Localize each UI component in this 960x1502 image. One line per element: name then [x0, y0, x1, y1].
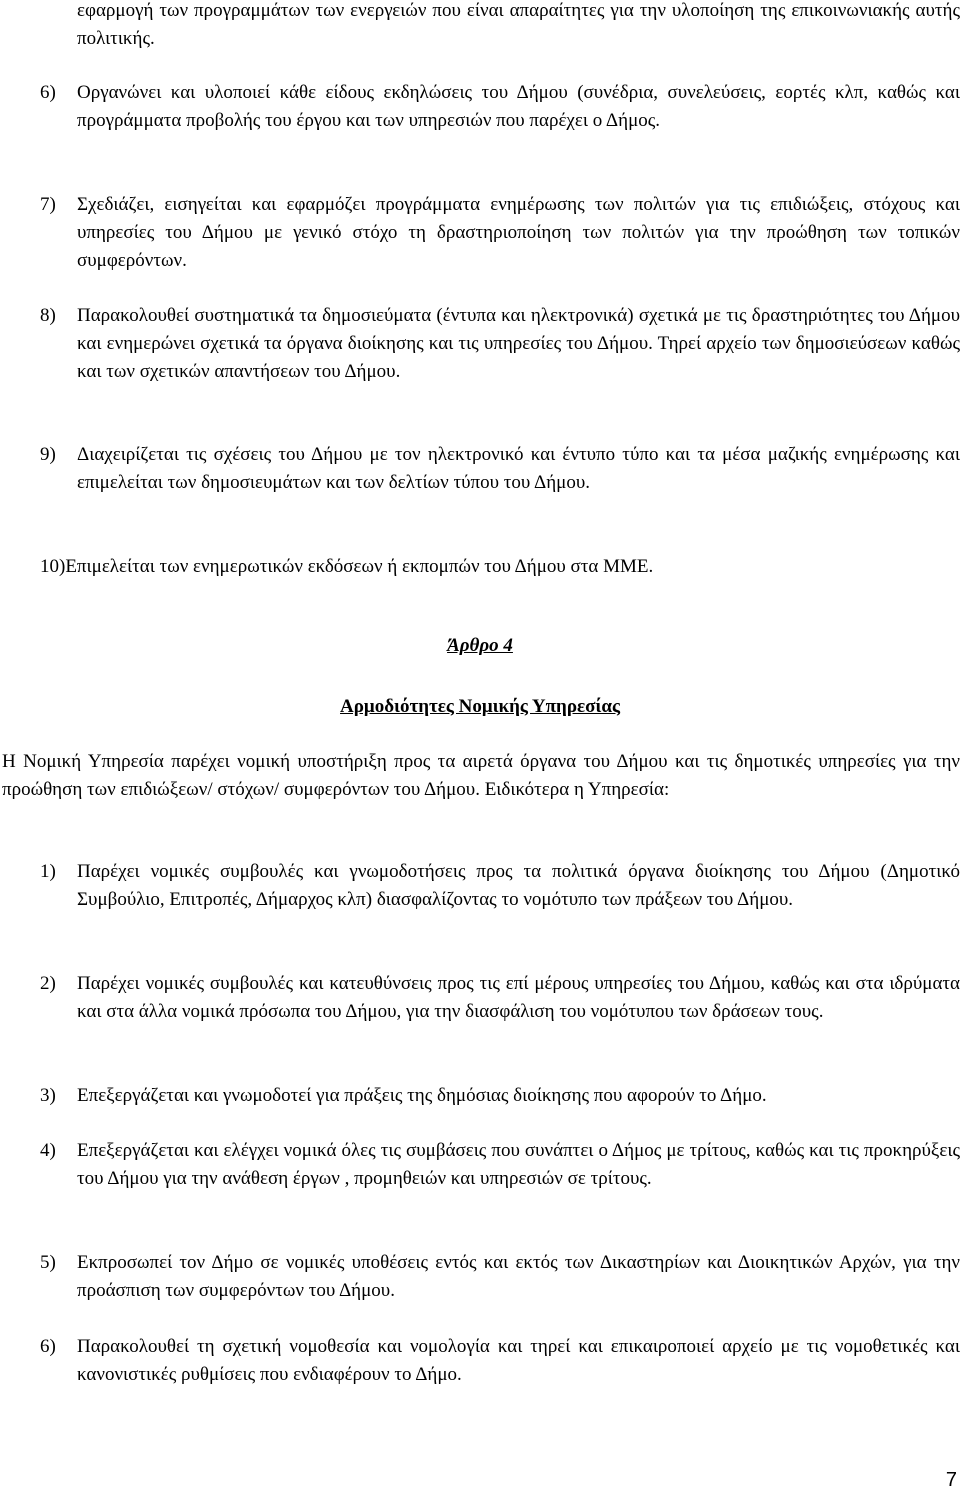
- item-text: Επεξεργάζεται και γνωμοδοτεί για πράξεις της δημόσιας διοίκησης που αφορούν το Δήμο.: [77, 1085, 767, 1106]
- item-text: Εκπροσωπεί τον Δήμο σε νομικές υποθέσεις εντός και εκτός των Δικαστηρίων και Διοικητικών Αρχών, για την προάσπιση των συμφερόντων του Δήμου.: [77, 1252, 960, 1301]
- item-number: 6): [40, 82, 56, 103]
- item-number: 10): [40, 556, 66, 577]
- item-text: Οργανώνει και υλοποιεί κάθε είδους εκδηλώσεις του Δήμου (συνέδρια, συνελεύσεις, εορτές κλπ, καθώς και προγράμματα προβολής του έργου και των υπηρεσιών που παρέχει ο Δήμος.: [77, 82, 960, 131]
- section-heading: Αρμοδιότητες Νομικής Υπηρεσίας: [340, 696, 620, 717]
- article-heading: Άρθρο 4: [447, 635, 513, 656]
- list-item: [40, 1137, 960, 1193]
- list-item: [40, 970, 960, 1026]
- list-item: [40, 1333, 960, 1389]
- list-item: [40, 302, 960, 386]
- item-number: 7): [40, 194, 56, 215]
- list-item: [40, 553, 960, 581]
- item-text: Επιμελείται των ενημερωτικών εκδόσεων ή εκπομπών του Δήμου στα ΜΜΕ.: [65, 556, 654, 577]
- item-text: Παρακολουθεί τη σχετική νομοθεσία και νομολογία και τηρεί και επικαιροποιεί αρχείο με τις νομοθετικές και κανονιστικές ρυθμίσεις που ενδιαφέρουν το Δήμο.: [77, 1336, 960, 1385]
- item-number: 6): [40, 1336, 56, 1357]
- item-text: Διαχειρίζεται τις σχέσεις του Δήμου με τον ηλεκτρονικό και έντυπο τύπο και τα μέσα μαζικής ενημέρωσης και επιμελείται των δημοσιευμάτων και των δελτίων τύπου του Δήμου.: [77, 444, 960, 493]
- item-text: Παρακολουθεί συστηματικά τα δημοσιεύματα (έντυπα και ηλεκτρονικά) σχετικά με τις δραστηριότητες του Δήμου και ενημερώνει σχετικά τα όργανα διοίκησης και τις υπηρεσίες του Δήμου. Τηρεί αρχείο των δημοσιεύσεων καθώς και των σχετικών απαντήσεων του Δήμου.: [77, 305, 960, 382]
- item-number: 8): [40, 305, 56, 326]
- item-text: Σχεδιάζει, εισηγείται και εφαρμόζει προγράμματα ενημέρωσης των πολιτών για τις επιδιώξεις, στόχους και υπηρεσίες του Δήμου με γενικό στόχο τη δραστηριοποίηση των πολιτών για την προώθηση των τοπικών συμφερόντων.: [77, 194, 960, 271]
- item-number: 2): [40, 973, 56, 994]
- item-text: Παρέχει νομικές συμβουλές και γνωμοδοτήσεις προς τα πολιτικά όργανα διοίκησης του Δήμου (Δημοτικό Συμβούλιο, Επιτροπές, Δήμαρχος κλπ) διασφαλίζοντας το νομότυπο των πράξεων του Δήμου.: [77, 861, 960, 910]
- continuation-paragraph: εφαρμογή των προγραμμάτων των ενεργειών που είναι απαραίτητες για την υλοποίηση της επικοινωνιακής αυτής πολιτικής.: [77, 0, 960, 49]
- item-number: 3): [40, 1085, 56, 1106]
- page-number: 7: [945, 1469, 957, 1491]
- item-number: 1): [40, 861, 56, 882]
- list-item: [40, 191, 960, 275]
- item-number: 9): [40, 444, 56, 465]
- item-number: 5): [40, 1252, 56, 1273]
- item-text: Επεξεργάζεται και ελέγχει νομικά όλες τις συμβάσεις που συνάπτει ο Δήμος με τρίτους, καθώς και τις προκηρύξεις του Δήμου για την ανάθεση έργων , προμηθειών και υπηρεσιών σε τρίτους.: [77, 1140, 960, 1189]
- item-number: 4): [40, 1140, 56, 1161]
- list-item: [40, 441, 960, 497]
- list-item: [40, 1249, 960, 1305]
- intro-paragraph: Η Νομική Υπηρεσία παρέχει νομική υποστήριξη προς τα αιρετά όργανα του Δήμου και τις δημοτικές υπηρεσίες για την προώθηση των επιδιώξεων/ στόχων/ συμφερόντων του Δήμου. Ειδικότερα η Υπηρεσία:: [2, 751, 960, 800]
- item-text: Παρέχει νομικές συμβουλές και κατευθύνσεις προς τις επί μέρους υπηρεσίες του Δήμου, καθώς και στα ιδρύματα και στα άλλα νομικά πρόσωπα του Δήμου, για την διασφάλιση του νομότυπου των δράσεων τους.: [77, 973, 960, 1022]
- list-item: [40, 1082, 960, 1110]
- list-item: [40, 79, 960, 135]
- list-item: [40, 858, 960, 914]
